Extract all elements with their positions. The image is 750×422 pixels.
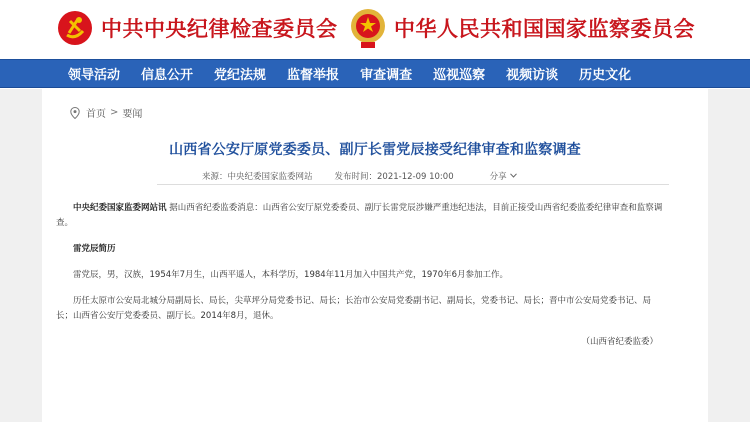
- nav-item-info[interactable]: 信息公开: [141, 68, 194, 83]
- breadcrumb-home-link[interactable]: 首页: [86, 109, 106, 120]
- nav-item-regulations[interactable]: 党纪法规: [214, 68, 267, 83]
- nav-item-inspection[interactable]: 巡视巡察: [433, 68, 486, 83]
- article-paragraph-2: 雷党辰，男，汉族，1954年7月生，山西平遥人，本科学历，1984年11月加入中国共产党，1970年6月参加工作。: [73, 270, 509, 280]
- site-header: [0, 0, 750, 58]
- paragraph-1-text: 据山西省纪委监委消息：山西省公安厅原党委委员、副厅长雷党辰涉嫌严重违纪违法，目前正接受山西省纪委监委纪律审查和监察调查。: [56, 203, 663, 228]
- breadcrumb-current-link[interactable]: 要闻: [122, 109, 143, 120]
- article-publish-time: 发布时间：2021-12-09 10:00: [334, 172, 454, 182]
- breadcrumb: [70, 105, 142, 120]
- share-label: 分享: [489, 172, 507, 182]
- article-paragraph: [56, 201, 666, 231]
- nav-item-investigation[interactable]: 审查调查: [360, 68, 413, 83]
- ccdi-brand[interactable]: [55, 6, 338, 50]
- nsc-brand[interactable]: [348, 6, 695, 50]
- article-source: 来源：中央纪委国家监委网站: [202, 172, 313, 182]
- breadcrumb-separator: >: [110, 107, 119, 118]
- closing-source: （山西省纪委监委）: [581, 337, 658, 347]
- news-site-lead: 中央纪委国家监委网站讯: [73, 203, 167, 213]
- party-emblem-icon: [55, 6, 95, 50]
- nav-item-video[interactable]: 视频访谈: [506, 68, 559, 83]
- nav-item-report[interactable]: 监督举报: [287, 68, 340, 83]
- article-title: 山西省公安厅原党委委员、副厅长雷党辰接受纪律审查和监察调查: [169, 142, 581, 158]
- article-panel: [42, 89, 708, 422]
- ccdi-name: 中共中央纪律检查委员会: [101, 16, 338, 41]
- share-button[interactable]: [490, 170, 517, 182]
- article-meta: [202, 170, 517, 182]
- chevron-down-icon: [510, 171, 517, 181]
- national-emblem-icon: [348, 6, 388, 50]
- resume-heading: 雷党辰简历: [73, 244, 116, 254]
- nsc-name: 中华人民共和国国家监察委员会: [394, 16, 695, 41]
- nav-item-history[interactable]: 历史文化: [579, 68, 632, 83]
- article-paragraph-3: 历任太原市公安局北城分局副局长、局长，尖草坪分局党委书记、局长；长治市公安局党委副书记、副局长，党委书记、局长；晋中市公安局党委书记、局长；山西省公安厅党委委员、副厅长。2014年8月，退休。: [56, 296, 652, 321]
- article-body: [56, 201, 666, 361]
- main-nav: [0, 59, 750, 88]
- nav-item-leadership[interactable]: 领导活动: [68, 68, 121, 83]
- location-pin-icon: [70, 107, 80, 119]
- meta-divider: [157, 184, 669, 185]
